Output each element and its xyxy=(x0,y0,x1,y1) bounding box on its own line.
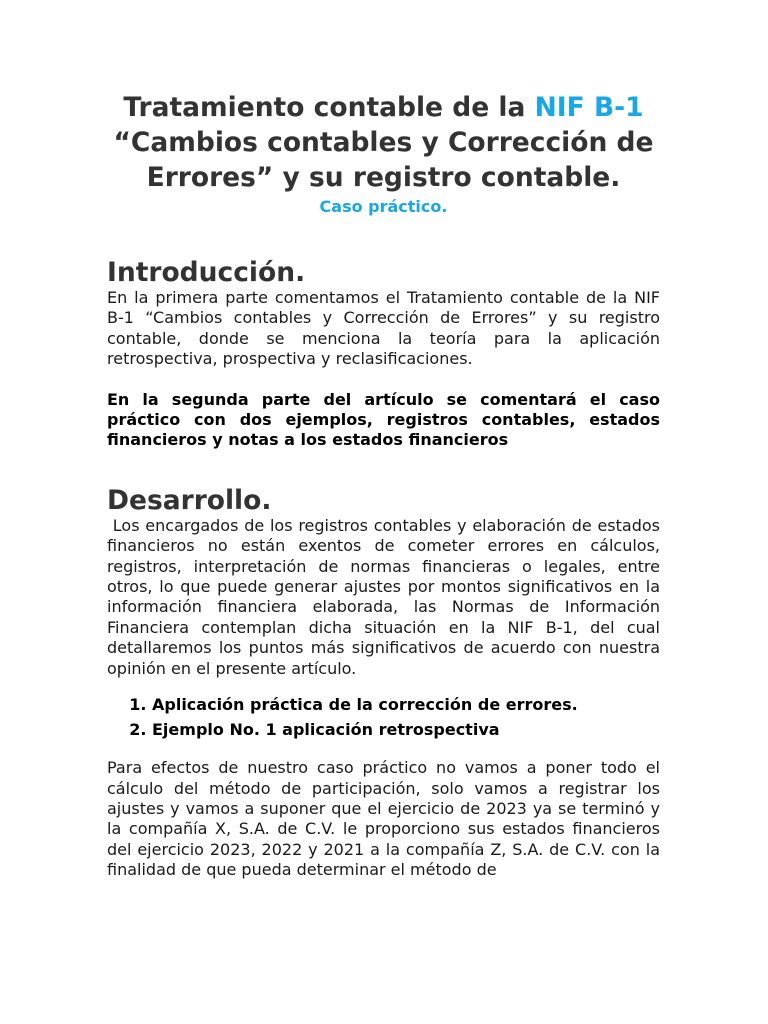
title-accent-nif: NIF B-1 xyxy=(534,92,644,123)
section-heading-introduccion: Introducción. xyxy=(107,257,306,288)
list-item: 2. Ejemplo No. 1 aplicación retrospectiva xyxy=(152,719,660,740)
title-part-2: “Cambios contables y Corrección de Errores” y su registro contable. xyxy=(113,127,654,193)
caso-practico-paragraph: Para efectos de nuestro caso práctico no vamos a poner todo el cálculo del método de participación, solo vamos a registrar los ajustes y vamos a suponer que el ejercicio de 2023 ya se terminó y la compañía X, S.A. de C.V. le proporciono sus estados financieros del ejercicio 2023, 2022 y 2021 a la compañía Z, S.A. de C.V. con la finalidad de que pueda determinar el método de xyxy=(107,758,660,880)
list-item: 1. Aplicación práctica de la corrección de errores. xyxy=(152,694,660,715)
section-heading-desarrollo: Desarrollo. xyxy=(107,484,272,516)
intro-paragraph: En la primera parte comentamos el Tratamiento contable de la NIF B-1 “Cambios contables y Corrección de Errores” y su registro contable, donde se menciona la teoría para la aplicación retrospectiva, prospectiva y reclasificaciones. xyxy=(107,288,660,369)
document-page xyxy=(107,90,666,881)
intro-bold-paragraph: En la segunda parte del artículo se comentará el caso práctico con dos ejemplos, registros contables, estados financieros y notas a los estados financieros xyxy=(107,389,660,450)
paragraph-spacer xyxy=(107,370,660,390)
desarrollo-paragraph: Los encargados de los registros contables y elaboración de estados financieros no están exentos de cometer errores en cálculos, registros, interpretación de normas financieras o legales, entre otros, lo que puede generar ajustes por montos significativos en la información financiera elaborada, las Normas de Información Financiera contemplan dicha situación en la NIF B-1, del cual detallaremos los puntos más significativos de acuerdo con nuestra opinión en el presente artículo. xyxy=(107,515,666,678)
numbered-list xyxy=(107,694,660,740)
document-subtitle: Caso práctico. xyxy=(319,197,448,216)
title-part-1: Tratamiento contable de la xyxy=(123,92,535,123)
document-title xyxy=(107,90,660,195)
